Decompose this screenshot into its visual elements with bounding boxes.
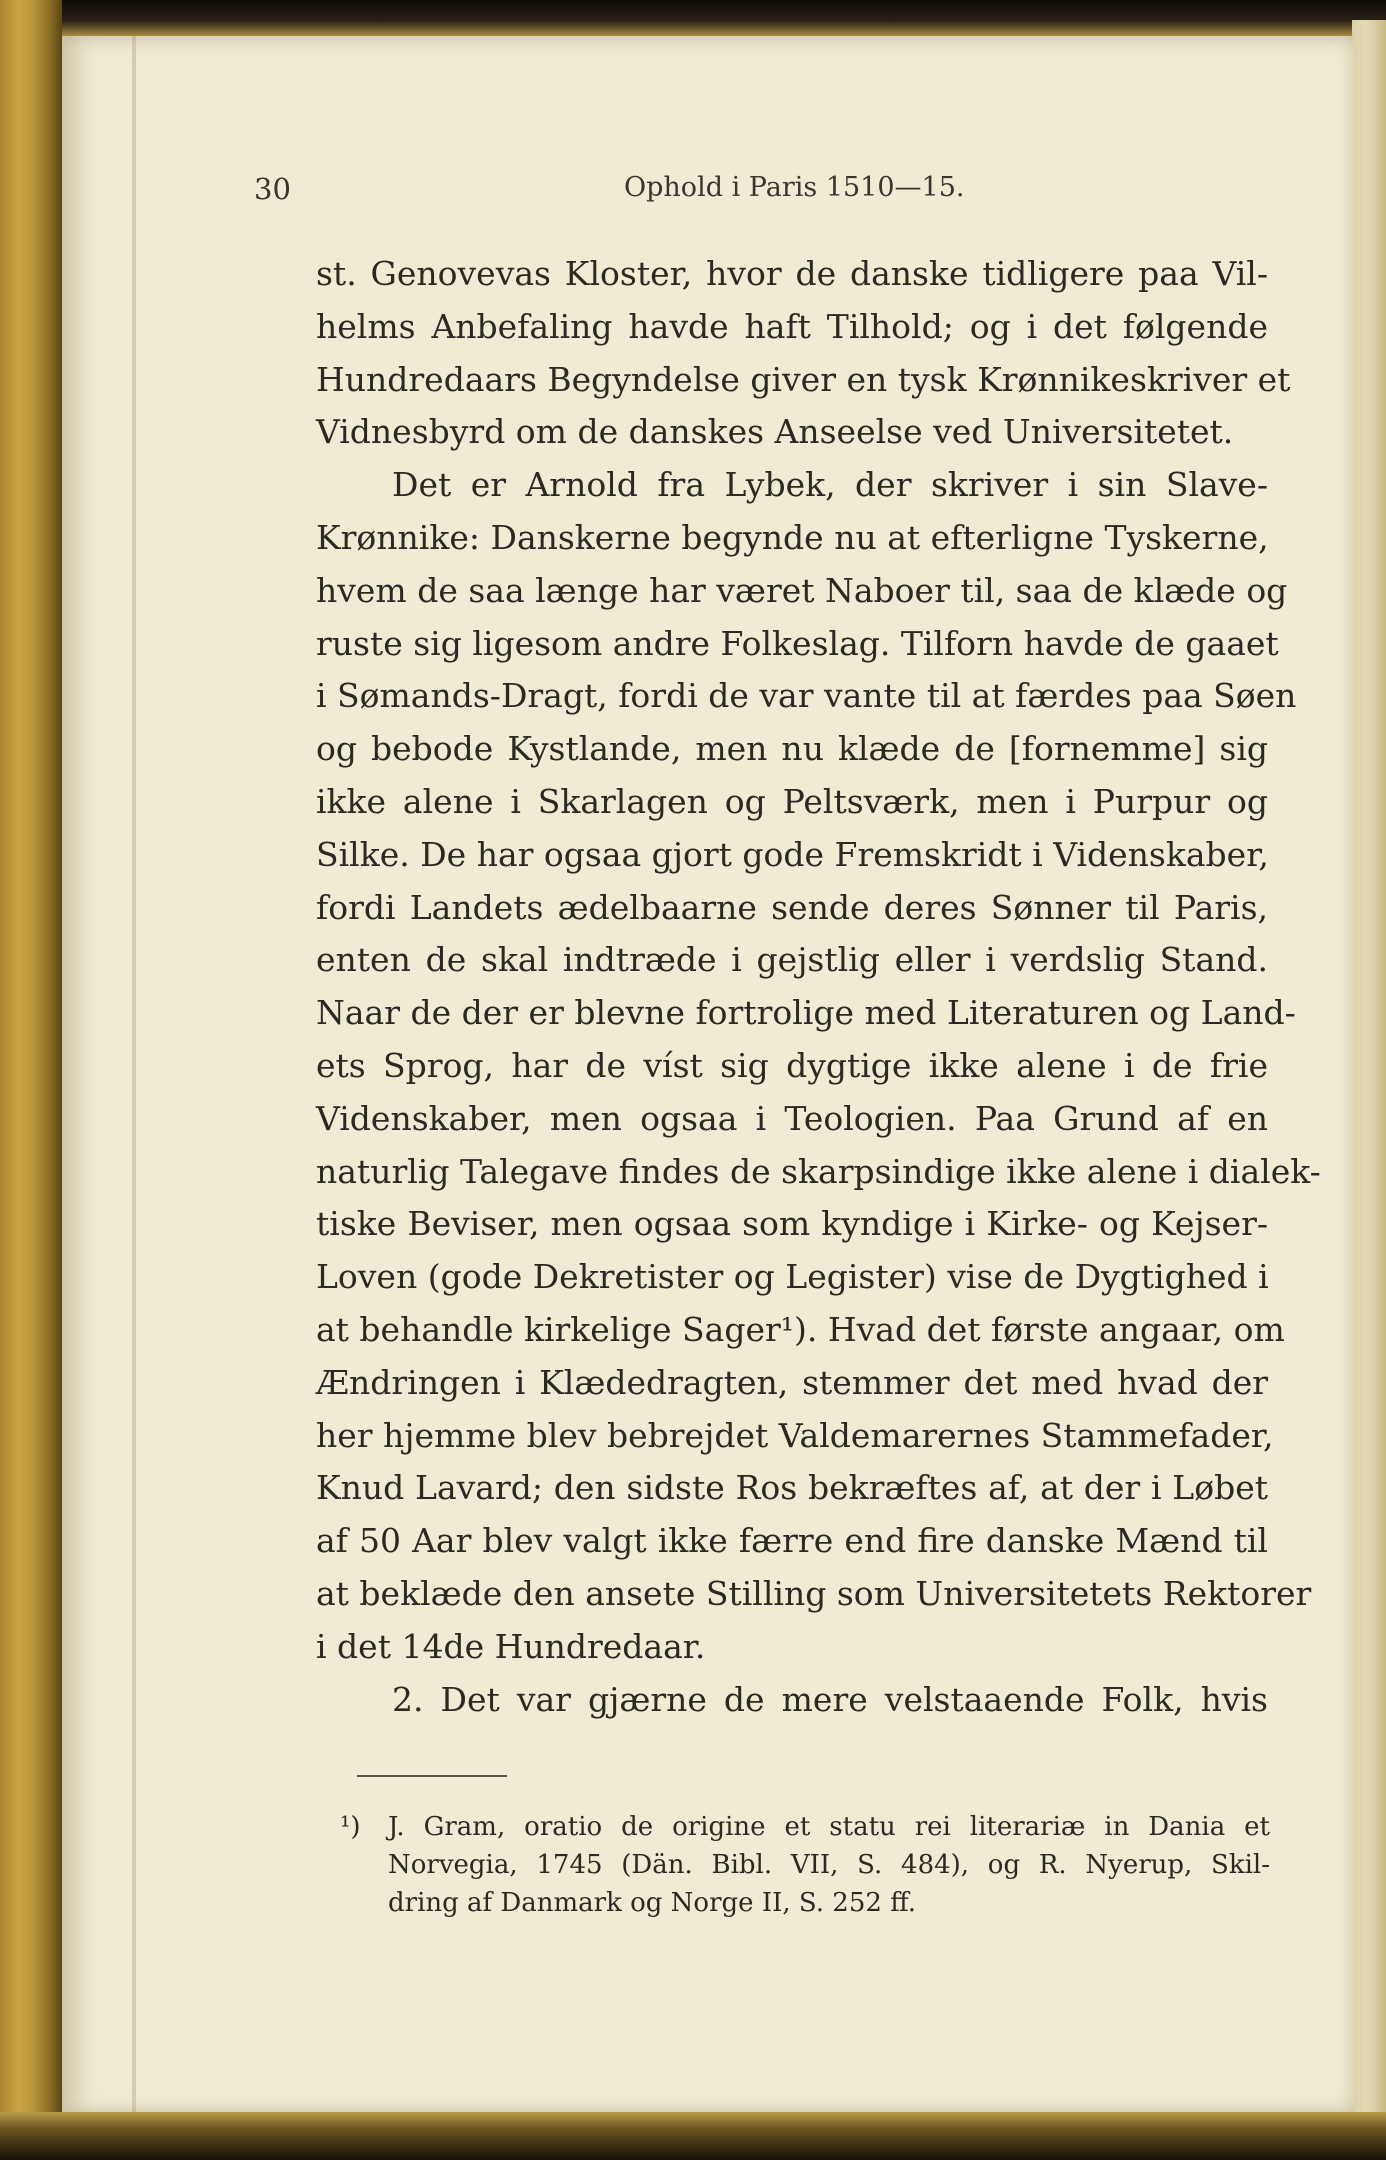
text-line: i det 14de Hundredaar. bbox=[316, 1626, 706, 1666]
text-line: hvem de saa længe har været Naboer til, saa de klæde og bbox=[316, 570, 1288, 610]
gutter-shadow bbox=[132, 36, 136, 2114]
text-line: tiske Beviser, men ogsaa som kyndige i Kirke- og Kejser- bbox=[316, 1204, 1268, 1244]
text-line: 2. Det var gjærne de mere velstaaende Folk, hvis bbox=[392, 1679, 1268, 1719]
text-line: fordi Landets ædelbaarne sende deres Sønner til Paris, bbox=[316, 887, 1268, 927]
text-line: i Sømands-Dragt, fordi de var vante til at færdes paa Søen bbox=[316, 676, 1297, 716]
text-line: ikke alene i Skarlagen og Peltsværk, men i Purpur og bbox=[316, 781, 1268, 821]
body-text bbox=[316, 248, 1321, 1726]
footnote-line: J. Gram, oratio de origine et statu rei literariæ in Dania et bbox=[388, 1812, 1270, 1842]
text-line: af 50 Aar blev valgt ikke færre end fire danske Mænd til bbox=[316, 1521, 1268, 1561]
text-line: Videnskaber, men ogsaa i Teologien. Paa Grund af en bbox=[316, 1098, 1268, 1138]
text-line: helms Anbefaling havde haft Tilhold; og i det følgende bbox=[316, 306, 1268, 346]
text-line: ets Sprog, har de víst sig dygtige ikke alene i de frie bbox=[316, 1045, 1268, 1085]
text-line: ruste sig ligesom andre Folkeslag. Tilforn havde de gaaet bbox=[316, 623, 1279, 663]
text-line: Det er Arnold fra Lybek, der skriver i sin Slave- bbox=[392, 465, 1268, 505]
text-line: Silke. De har ogsaa gjort gode Fremskridt i Videnskaber, bbox=[316, 834, 1269, 874]
page-number: 30 bbox=[254, 172, 291, 206]
running-title: Ophold i Paris 1510—15. bbox=[624, 172, 965, 203]
text-line: Vidnesbyrd om de danskes Anseelse ved Universitetet. bbox=[316, 412, 1234, 452]
text-line: at beklæde den ansete Stilling som Universitetets Rektorer bbox=[316, 1573, 1312, 1613]
text-line: Hundredaars Begyndelse giver en tysk Krønnikeskriver et bbox=[316, 359, 1291, 399]
text-line: Loven (gode Dekretister og Legister) vise de Dygtighed i bbox=[316, 1257, 1269, 1297]
text-line: st. Genovevas Kloster, hvor de danske tidligere paa Vil- bbox=[316, 254, 1268, 293]
text-line: enten de skal indtræde i gejstlig eller i verdslig Stand. bbox=[316, 940, 1268, 980]
text-line: her hjemme blev bebrejdet Valdemarernes Stammefader, bbox=[316, 1415, 1274, 1455]
footnote-marker: ¹) bbox=[340, 1812, 361, 1842]
text-line: Knud Lavard; den sidste Ros bekræftes af, at der i Løbet bbox=[316, 1468, 1268, 1508]
book-cover-bottom-edge bbox=[0, 2112, 1386, 2160]
book-spine bbox=[0, 0, 62, 2160]
text-line: at behandle kirkelige Sager¹). Hvad det første angaar, om bbox=[316, 1309, 1285, 1349]
text-line: Naar de der er blevne fortrolige med Literaturen og Land- bbox=[316, 993, 1296, 1033]
footnote-line: Norvegia, 1745 (Dän. Bibl. VII, S. 484), og R. Nyerup, Skil- bbox=[388, 1850, 1270, 1880]
book-cover-top-edge bbox=[0, 0, 1386, 38]
text-line: Krønnike: Danskerne begynde nu at efterligne Tyskerne, bbox=[316, 517, 1269, 557]
footnote-line: dring af Danmark og Norge II, S. 252 ff. bbox=[388, 1888, 916, 1918]
text-line: naturlig Talegave findes de skarpsindige ikke alene i dialek- bbox=[316, 1151, 1321, 1191]
page-stack-edge bbox=[1352, 20, 1386, 2130]
footnote-divider bbox=[357, 1775, 507, 1777]
text-line: Ændringen i Klædedragten, stemmer det med hvad der bbox=[316, 1362, 1268, 1402]
footnote bbox=[340, 1808, 1270, 1922]
text-line: og bebode Kystlande, men nu klæde de [fornemme] sig bbox=[316, 729, 1268, 769]
